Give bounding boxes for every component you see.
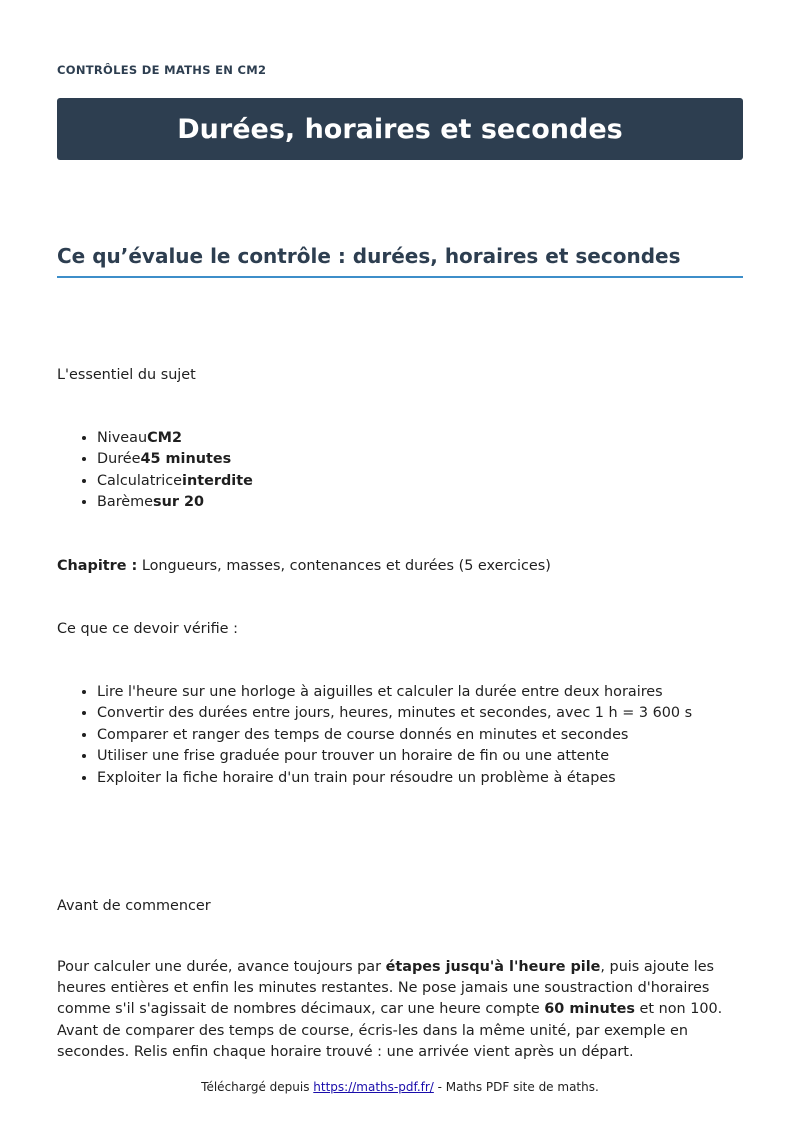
title-banner	[57, 98, 743, 160]
list-item: • Exploiter la fiche horaire d'un train pour résoudre un problème à étapes	[97, 768, 692, 789]
list-item: • Calculatriceinterdite	[97, 471, 253, 492]
essentials-heading: L'essentiel du sujet	[57, 367, 196, 383]
list-item: • Lire l'heure sur une horloge à aiguilles et calculer la durée entre deux horaires	[97, 682, 692, 703]
series-kicker: CONTRÔLES DE MATHS EN CM2	[57, 63, 267, 77]
section-title: Ce qu’évalue le contrôle : durées, horaires et secondes	[57, 244, 743, 278]
list-item: • Comparer et ranger des temps de course donnés en minutes et secondes	[97, 725, 692, 746]
chapter-line	[57, 556, 551, 577]
checks-list	[57, 682, 692, 789]
chapter-label: Chapitre :	[57, 558, 138, 574]
source-link[interactable]: https://maths-pdf.fr/	[313, 1080, 434, 1094]
list-item: • Convertir des durées entre jours, heures, minutes et secondes, avec 1 h = 3 600 s	[97, 703, 692, 724]
before-heading: Avant de commencer	[57, 898, 211, 914]
list-item: • NiveauCM2	[97, 428, 253, 449]
advice-paragraph: Pour calculer une durée, avance toujours par étapes jusqu'à l'heure pile, puis ajoute les heures entières et enfin les minutes restantes. Ne pose jamais une soustraction d'horaires comme s'il s'agissait de nombres décimaux, car une heure compte 60 minutes et non 100. Avant de comparer des temps de course, écris-les dans la même unité, par exemple en secondes. Relis enfin chaque horaire trouvé : une arrivée vient après un départ.	[57, 959, 723, 1060]
essentials-list	[57, 428, 253, 514]
footer: Téléchargé depuis https://maths-pdf.fr/ - Maths PDF site de maths.	[201, 1080, 599, 1094]
list-item: • Utiliser une frise graduée pour trouver un horaire de fin ou une attente	[97, 746, 692, 767]
page-title: Durées, horaires et secondes	[177, 113, 623, 145]
chapter-text: Longueurs, masses, contenances et durées (5 exercices)	[137, 558, 551, 574]
list-item: • Barèmesur 20	[97, 492, 253, 513]
checks-heading: Ce que ce devoir vérifie :	[57, 621, 238, 637]
list-item: • Durée45 minutes	[97, 449, 253, 470]
